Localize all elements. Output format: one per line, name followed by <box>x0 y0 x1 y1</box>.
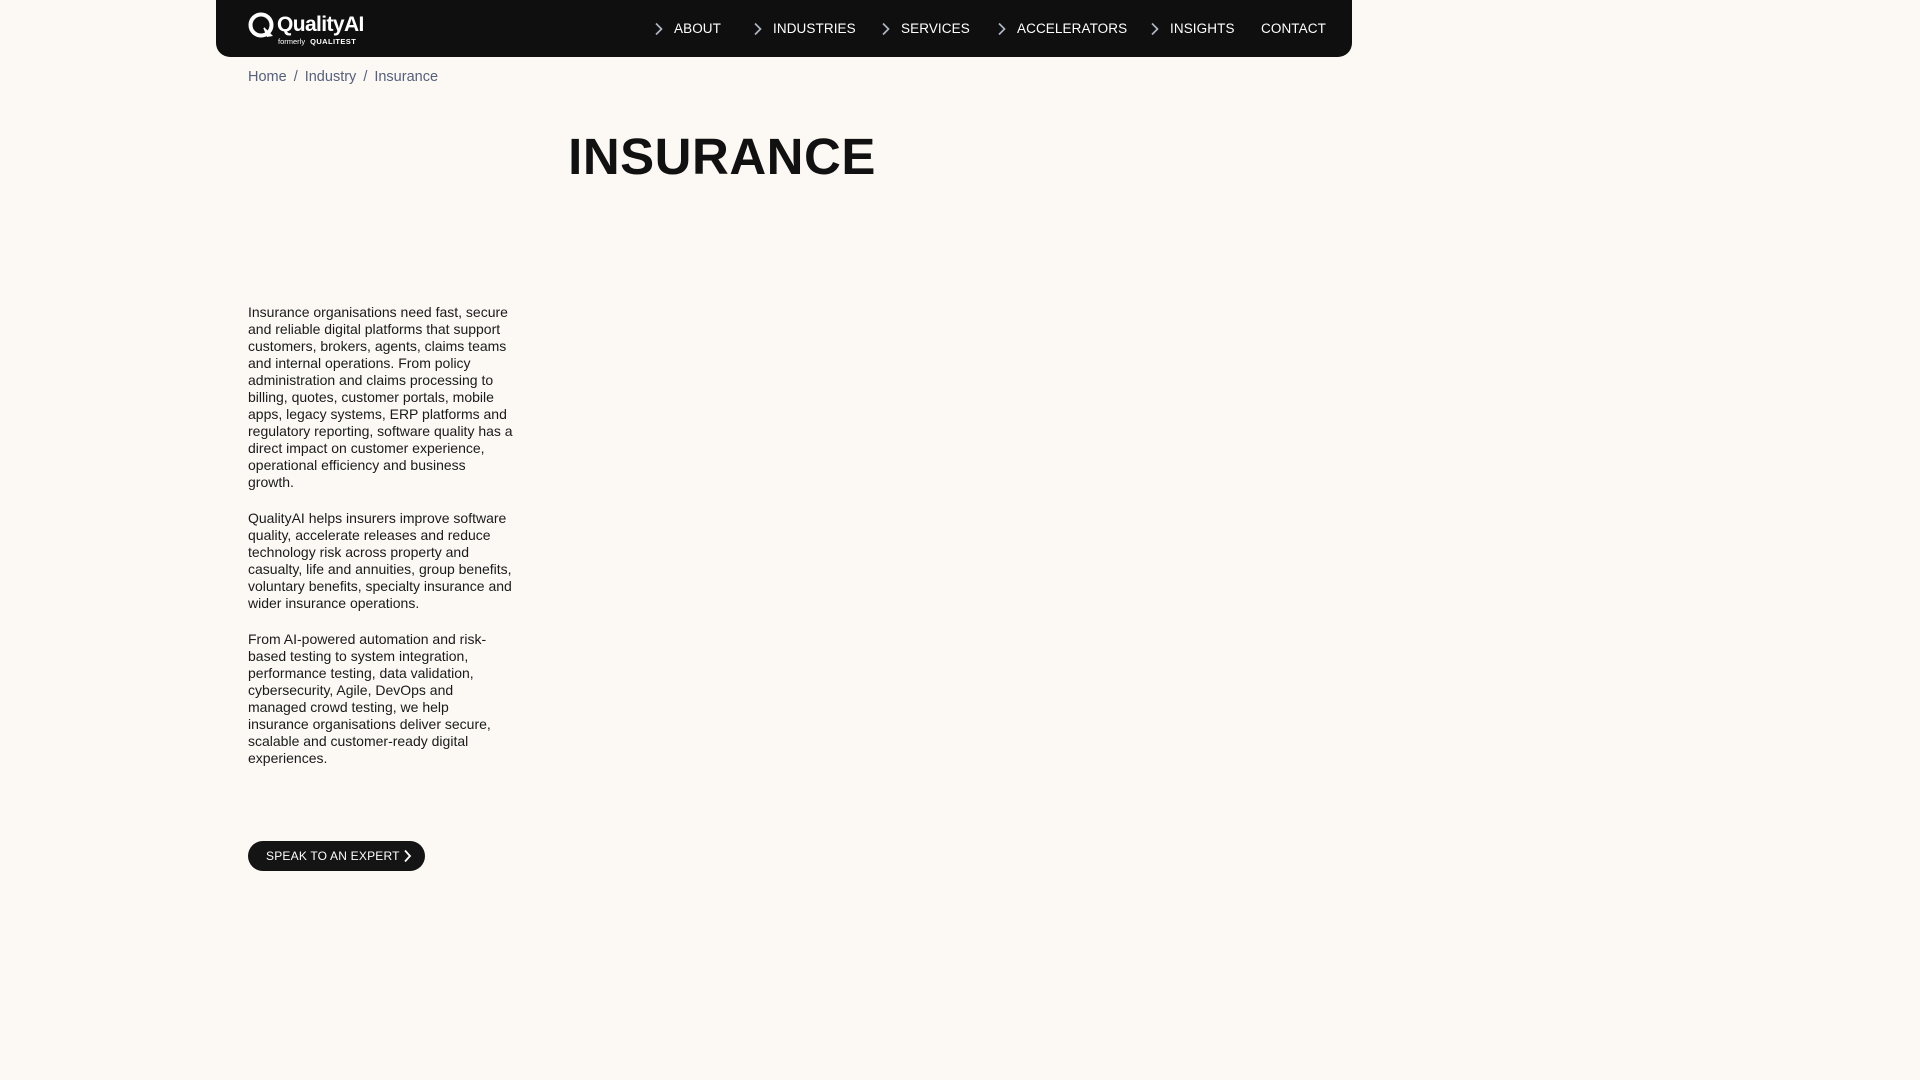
intro-paragraph-3: From AI-powered automation and risk-based testing to system integration, performance testing, data validation, cybersecurity, Agile, DevOps and managed crowd testing, we help insurance organisations deliver secure, scalable and customer-ready digital experiences. <box>248 631 491 766</box>
breadcrumb-industry[interactable]: Industry <box>304 69 357 85</box>
logo-formerly-tagline <box>278 37 356 46</box>
intro-copy <box>248 304 513 786</box>
speak-to-expert-button[interactable] <box>248 841 425 871</box>
logo-wordmark: QualityAI <box>277 13 364 36</box>
nav-item-about[interactable] <box>654 0 721 57</box>
breadcrumb-separator: / <box>293 69 298 85</box>
breadcrumb-separator: / <box>363 69 368 85</box>
nav-label-accelerators: ACCELERATORS <box>1017 21 1128 36</box>
nav-label-services: SERVICES <box>901 21 970 36</box>
nav-item-insights[interactable] <box>1150 0 1235 57</box>
top-navbar <box>216 0 1352 57</box>
logo-formerly-text: formerly <box>278 37 306 46</box>
speak-to-expert-label: SPEAK TO AN EXPERT <box>266 849 400 863</box>
logo-former-brand: QUALITEST <box>310 37 357 46</box>
nav-item-industries[interactable] <box>753 0 856 57</box>
breadcrumb <box>248 69 438 85</box>
chevron-right-icon <box>403 849 412 863</box>
nav-label-about: ABOUT <box>674 21 722 36</box>
chevron-right-icon <box>753 22 763 36</box>
logo-mark-icon <box>248 12 274 38</box>
intro-paragraph-2: QualityAI helps insurers improve software quality, accelerate releases and reduce technology risk across property and casualty, life and annuities, group benefits, voluntary benefits, specialty insurance and wider insurance operations. <box>248 510 512 611</box>
chevron-right-icon <box>1150 22 1160 36</box>
nav-item-contact[interactable] <box>1261 0 1326 57</box>
breadcrumb-current-insurance: Insurance <box>374 69 439 85</box>
chevron-right-icon <box>881 22 891 36</box>
nav-label-industries: INDUSTRIES <box>773 21 856 36</box>
chevron-right-icon <box>654 22 664 36</box>
chevron-right-icon <box>997 22 1007 36</box>
nav-item-services[interactable] <box>881 0 970 57</box>
breadcrumb-home[interactable]: Home <box>248 69 287 85</box>
page-title: INSURANCE <box>568 128 876 185</box>
nav-label-insights: INSIGHTS <box>1170 21 1235 36</box>
qualityai-logo[interactable] <box>248 11 366 47</box>
nav-label-contact: CONTACT <box>1261 21 1326 36</box>
nav-item-accelerators[interactable] <box>997 0 1127 57</box>
intro-paragraph-1: Insurance organisations need fast, secure and reliable digital platforms that support customers, brokers, agents, claims teams and internal operations. From policy administration and claims processing to billing, quotes, customer portals, mobile apps, legacy systems, ERP platforms and regulatory reporting, software quality has a direct impact on customer experience, operational efficiency and business growth. <box>248 304 513 490</box>
